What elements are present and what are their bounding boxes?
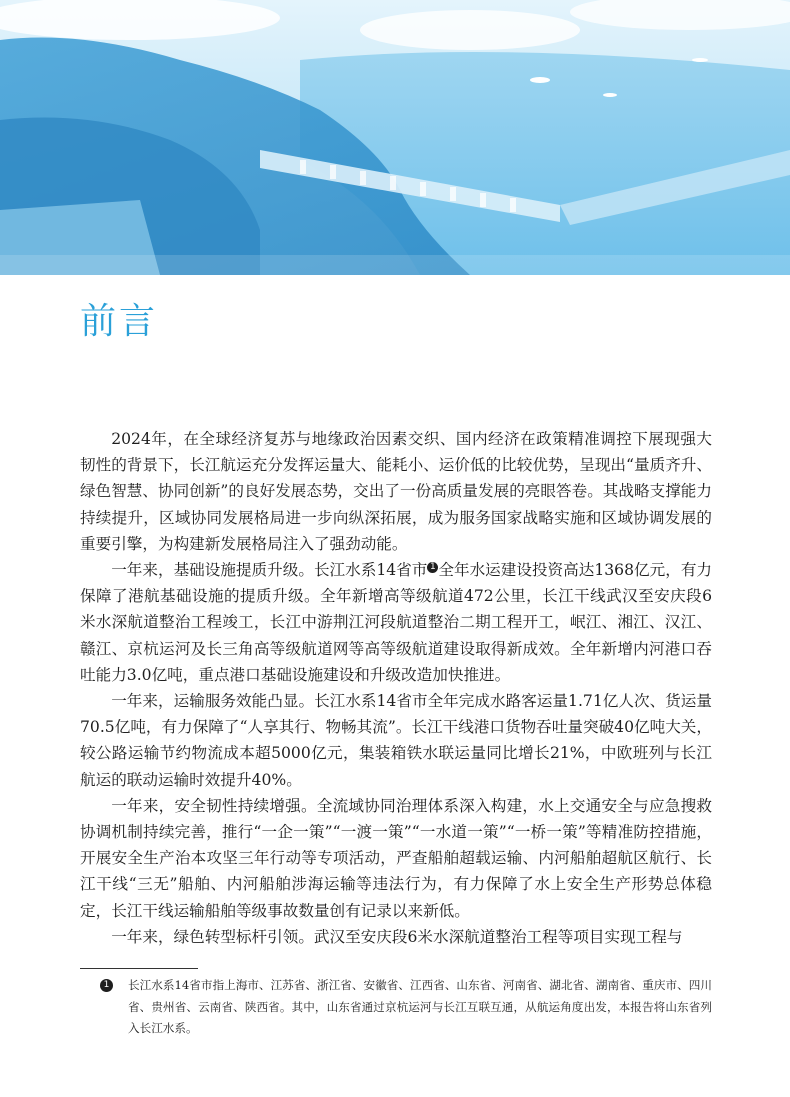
footnote [80,975,712,1040]
footnote-divider [80,968,198,969]
body-text [80,426,712,950]
paragraph-4: 一年来，安全韧性持续增强。全流域协同治理体系深入构建，水上交通安全与应急搜救协调机制持续完善，推行“一企一策”“一渡一策”“一水道一策”“一桥一策”等精准防控措施，开展安全生产治本攻坚三年行动等专项活动，严查船舶超载运输、内河船舶超航区航行、长江干线“三无”船舶、内河船舶涉海运输等违法行为，有力保障了水上安全生产形势总体稳定，长江干线运输船舶等级事故数量创有记录以来新低。 [80,796,712,920]
footnote-text: 长江水系14省市指上海市、江苏省、浙江省、安徽省、江西省、山东省、河南省、湖北省、湖南省、重庆市、四川省、贵州省、云南省、陕西省。其中，山东省通过京杭运河与长江互联互通，从航运角度出发，本报告将山东省列入长江水系。 [128,978,712,1035]
paragraph-1: 2024年，在全球经济复苏与地缘政治因素交织、国内经济在政策精准调控下展现强大韧性的背景下，长江航运充分发挥运量大、能耗小、运价低的比较优势，呈现出“量质齐升、绿色智慧、协同创新”的良好发展态势，交出了一份高质量发展的亮眼答卷。其战略支撑能力持续提升，区域协同发展格局进一步向纵深拓展，成为服务国家战略实施和区域协调发展的重要引擎，为构建新发展格局注入了强劲动能。 [80,430,712,553]
paragraph-3: 一年来，运输服务效能凸显。长江水系14省市全年完成水路客运量1.71亿人次、货运量70.5亿吨，有力保障了“人享其行、物畅其流”。长江干线港口货物吞吐量突破40亿吨大关，较公路运输节约物流成本超5000亿元，集装箱铁水联运量同比增长21%，中欧班列与长江航运的联动运输时效提升40%。 [80,692,712,789]
footnote-marker[interactable]: 1 [427,562,438,573]
footnote-number: 1 [100,979,113,992]
dam-photo-illustration [0,0,790,275]
page-title: 前言 [80,301,159,342]
header-photo [0,0,790,275]
paragraph-2 [80,557,712,688]
paragraph-2-part-2: 全年水运建设投资高达1368亿元，有力保障了港航基础设施的提质升级。全年新增高等级航道472公里，长江干线武汉至安庆段6米水深航道整治工程竣工，长江中游荆江河段航道整治二期工程开工，岷江、湘江、汉江、赣江、京杭运河及长三角高等级航道网等高等级航道建设取得新成效。全年新增内河港口吞吐能力3.0亿吨，重点港口基础设施建设和升级改造加快推进。 [80,561,713,684]
paragraph-2-part-1: 一年来，基础设施提质升级。长江水系14省市 [111,561,428,580]
paragraph-5: 一年来，绿色转型标杆引领。武汉至安庆段6米水深航道整治工程等项目实现工程与 [111,927,683,946]
